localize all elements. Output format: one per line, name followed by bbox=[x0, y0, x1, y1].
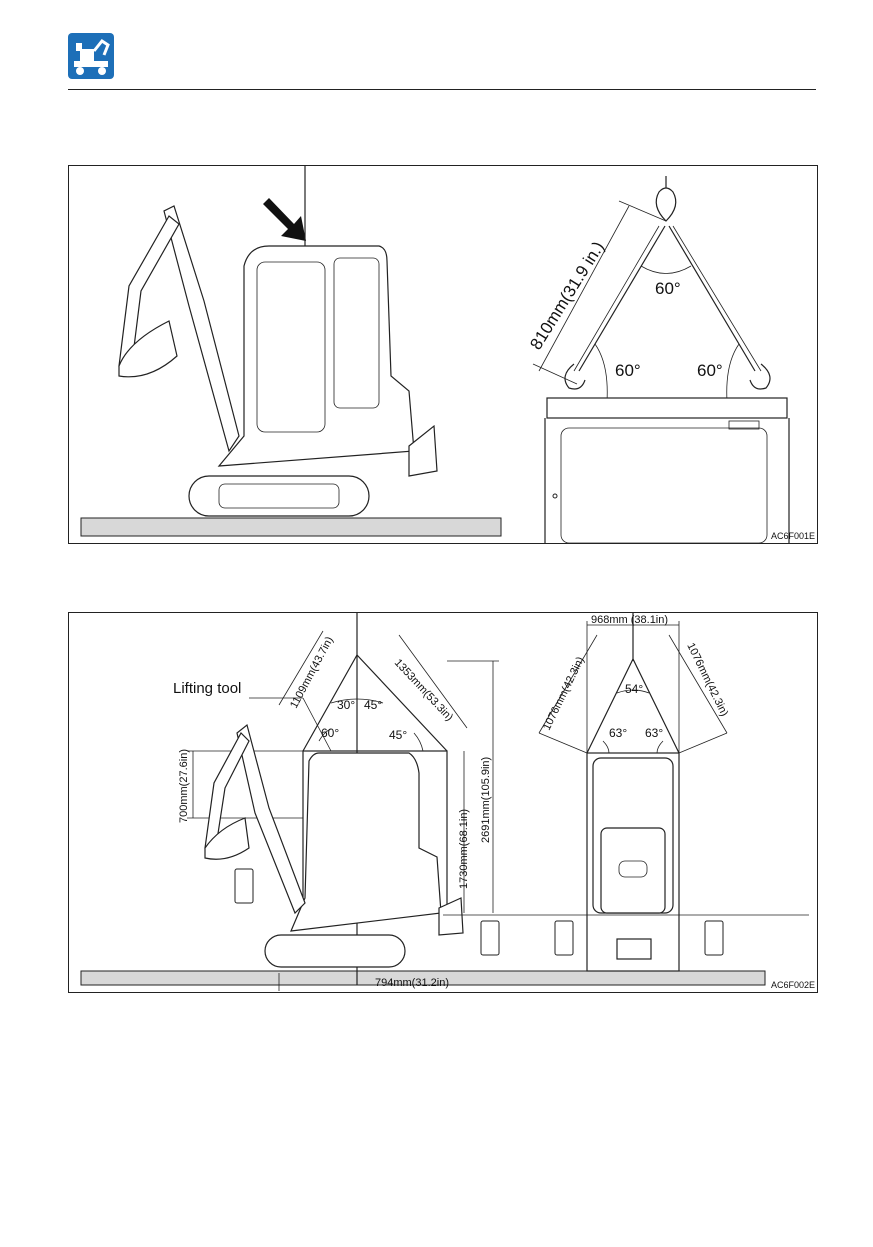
angle-right-label: 60° bbox=[697, 361, 723, 380]
angle-45-bottom-label: 45° bbox=[389, 728, 408, 742]
dim-1353-label: 1353mm(53.3in) bbox=[391, 656, 456, 724]
angle-63-left-label: 63° bbox=[609, 726, 628, 740]
front-lifting-geometry bbox=[443, 613, 809, 971]
header-rule bbox=[68, 89, 816, 90]
figure-code: AC6F001E bbox=[770, 531, 815, 541]
angle-45-top-label: 45° bbox=[364, 698, 383, 712]
angle-63-right-label: 63° bbox=[645, 726, 664, 740]
dim-968-label: 968mm (38.1in) bbox=[591, 614, 669, 626]
sling-length-label: 810mm(31.9 in.) bbox=[526, 238, 608, 354]
excavator-side-view bbox=[119, 166, 437, 516]
figure-code: AC6F002E bbox=[770, 980, 815, 990]
machine-logo-icon bbox=[68, 33, 114, 79]
lifting-figure-2 bbox=[68, 612, 818, 993]
lifting-tool-label: Lifting tool bbox=[173, 680, 242, 697]
side-lifting-geometry bbox=[187, 613, 499, 991]
sling-front-view bbox=[533, 176, 789, 543]
dim-1076-left-label: 1076mm(42.3in) bbox=[540, 655, 587, 733]
dim-700-label: 700mm(27.6in) bbox=[178, 749, 190, 823]
angle-top-label: 60° bbox=[655, 279, 681, 298]
dim-1109-label: 1109mm(43.7in) bbox=[288, 634, 336, 711]
dim-2691-label: 2691mm(105.9in) bbox=[480, 756, 492, 843]
dim-1730-label: 1730mm(68.1in) bbox=[458, 808, 470, 889]
dim-794-label: 794mm(31.2in) bbox=[375, 977, 449, 989]
angle-60-label: 60° bbox=[321, 726, 340, 740]
angle-30-label: 30° bbox=[337, 698, 356, 712]
dim-1076-right-label: 1076mm(42.3in) bbox=[684, 641, 731, 719]
angle-54-label: 54° bbox=[625, 682, 644, 696]
angle-left-label: 60° bbox=[615, 361, 641, 380]
lifting-figure-1 bbox=[68, 165, 818, 544]
